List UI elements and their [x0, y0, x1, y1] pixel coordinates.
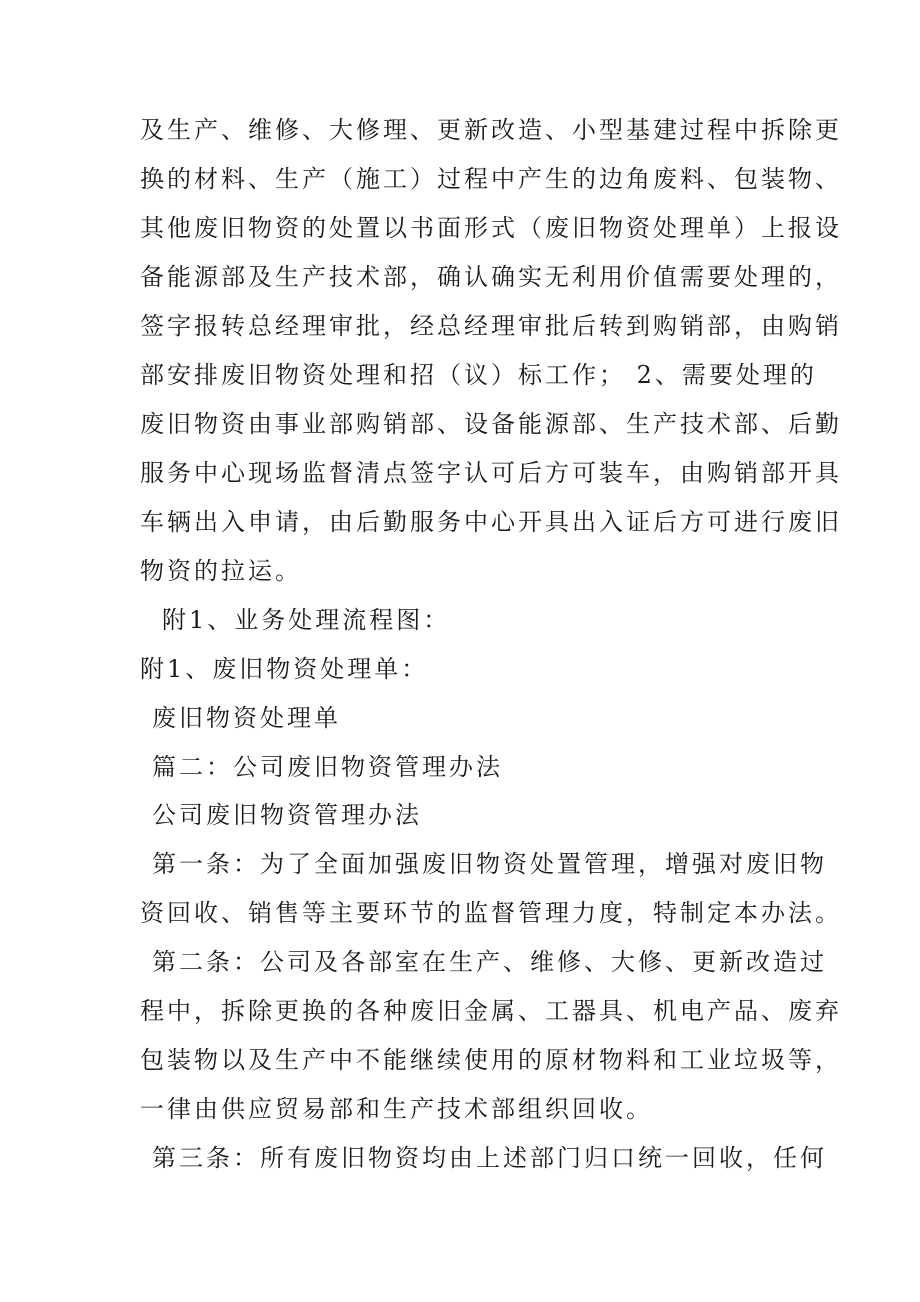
article-2-line-2: 程中，拆除更换的各种废旧金属、工器具、机电产品、废弃 — [140, 997, 842, 1025]
text-line-2: 换的材料、生产（施工）过程中产生的边角废料、包装物、 — [140, 165, 842, 193]
text-line-9: 车辆出入申请，由后勤服务中心开具出入证后方可进行废旧 — [140, 508, 842, 536]
article-1-line-2: 资回收、销售等主要环节的监督管理力度，特制定本办法。 — [140, 899, 842, 927]
text-line-6: 部安排废旧物资处理和招（议）标工作； 2、需要处理的 — [140, 361, 817, 389]
text-line-5: 签字报转总经理审批，经总经理审批后转到购销部，由购销 — [140, 312, 842, 340]
text-line-10: 物资的拉运。 — [140, 557, 302, 585]
article-1-line-1: 第一条：为了全面加强废旧物资处置管理，增强对废旧物 — [152, 850, 827, 878]
text-line-7: 废旧物资由事业部购销部、设备能源部、生产技术部、后勤 — [140, 410, 842, 438]
section-heading: 篇二：公司废旧物资管理办法 — [152, 753, 503, 781]
text-line-3: 其他废旧物资的处置以书面形式（废旧物资处理单）上报设 — [140, 214, 842, 242]
text-line-1: 及生产、维修、大修理、更新改造、小型基建过程中拆除更 — [140, 116, 842, 144]
article-2-line-4: 一律由供应贸易部和生产技术部组织回收。 — [140, 1095, 653, 1123]
form-title: 废旧物资处理单 — [152, 704, 341, 732]
text-line-4: 备能源部及生产技术部，确认确实无利用价值需要处理的， — [140, 263, 842, 291]
attachment-flowchart-label: 附1、业务处理流程图： — [162, 606, 451, 634]
section-title: 公司废旧物资管理办法 — [152, 801, 422, 829]
article-2-line-3: 包装物以及生产中不能继续使用的原材物料和工业垃圾等， — [140, 1046, 842, 1074]
article-2-line-1: 第二条：公司及各部室在生产、维修、大修、更新改造过 — [152, 948, 827, 976]
attachment-form-label: 附1、废旧物资处理单： — [140, 655, 429, 683]
article-3-line-1: 第三条：所有废旧物资均由上述部门归口统一回收，任何 — [152, 1144, 827, 1172]
text-line-8: 服务中心现场监督清点签字认可后方可装车，由购销部开具 — [140, 459, 842, 487]
